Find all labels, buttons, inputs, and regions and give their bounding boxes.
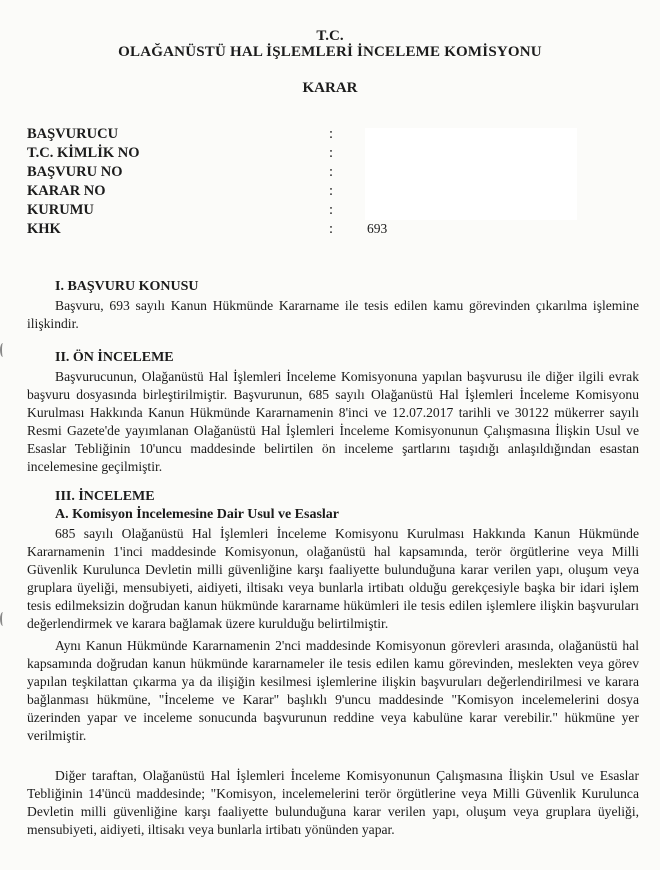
info-label: KHK — [27, 221, 61, 237]
applicant-info-block — [27, 126, 587, 240]
section-title-preliminary-review: II. ÖN İNCELEME — [55, 350, 174, 365]
header-commission-title: OLAĞANÜSTÜ HAL İŞLEMLERİ İNCELEME KOMİSYONU — [118, 44, 542, 60]
info-label: KARAR NO — [27, 183, 106, 199]
info-colon: : — [329, 126, 334, 142]
info-label: KURUMU — [27, 202, 94, 218]
info-row-khk — [27, 221, 587, 240]
info-label: T.C. KİMLİK NO — [27, 145, 140, 161]
scan-punch-mark — [0, 612, 6, 626]
info-colon: : — [329, 145, 334, 161]
review-paragraph-3: Diğer taraftan, Olağanüstü Hal İşlemleri İnceleme Komisyonunun Çalışmasına İlişkin Usul ve Esaslar Tebliğinin 14'üncü maddesinde; "Komisyon, incelemelerini terör örgütlerine veya Milli Güvenlik Kurulunca Devletin milli güvenliğine karşı faaliyette bulunduğuna karar verilen yapı, oluşum veya gruplara üyeliği, mensubiyeti, aidiyeti, iltisakı veya bunlarla irtibatı yönünden yapar. — [27, 768, 639, 837]
scan-punch-mark — [0, 343, 6, 357]
header-tc: T.C. — [316, 28, 344, 44]
review-paragraph-1: 685 sayılı Olağanüstü Hal İşlemleri İnceleme Komisyonu Kurulması Hakkında Kanun Hükmünde Kararnamenin 1'inci maddesinde Komisyonun, olağanüstü hal kapsamında, terör örgütlerine veya Milli Güvenlik Kurulunca Devletin milli güvenliğine karşı faaliyette bulunduğuna karar verilen yapı, oluşum veya gruplara üyeliği, mensubiyeti, aidiyeti, iltisakı veya bunlarla irtibatı olduğu gerekçesiyle başka bir idari işlem tesis edilmeksizin doğrudan kanun hükmünde kararname hükümleri ile tesis edilen işlemlere ilişkin başvuruları değerlendirmek ve karara bağlamak üzere kurulduğu belirtilmiştir. — [27, 526, 639, 631]
redaction-box — [365, 128, 577, 220]
info-label: BAŞVURU NO — [27, 164, 123, 180]
section-title-application-subject: I. BAŞVURU KONUSU — [55, 279, 199, 294]
info-value: 693 — [367, 221, 388, 236]
review-paragraph-2: Aynı Kanun Hükmünde Kararnamenin 2'nci maddesinde Komisyonun görevleri arasında, olağanüstü hal kapsamında doğrudan kanun hükmünde kararnameler ile tesis edilen kamu görevinden, meslekten veya görev yapılan teşkilattan çıkarma ya da ilişiğin kesilmesi işlemlerine ilişkin başvuruları değerlendirilmesi ve karara bağlanması hükmüne, "İnceleme ve Karar" başlıklı 9'uncu maddesinde "Komisyon incelemelerini dosya üzerinden yapar ve inceleme sonucunda başvurunun reddine veya kabulüne karar verebilir." hükmüne yer verilmiştir. — [27, 638, 639, 743]
section-text-preliminary-review: Başvurucunun, Olağanüstü Hal İşlemleri İnceleme Komisyonuna yapılan başvurusu ile diğer ilgili evrak başvuru dosyasında birleştirilmiştir. Başvurunun, 685 sayılı Olağanüstü Hal İşlemleri İnceleme Komisyonu Kurulması Hakkında Kanun Hükmünde Kararnamenin 8'inci ve 12.07.2017 tarihli ve 30122 mükerrer sayılı Resmi Gazete'de yayımlanan Olağanüstü Hal İşlemleri İnceleme Komisyonunun Çalışmasına İlişkin Usul ve Esaslar Tebliğinin 10'uncu maddesinde belirtilen ön inceleme şartlarını taşıdığı anlaşıldığından esastan incelemesine geçilmiştir. — [27, 369, 639, 474]
header-decision-title: KARAR — [302, 80, 358, 96]
info-colon: : — [329, 164, 334, 180]
info-colon: : — [329, 183, 334, 199]
section-text-application-subject: Başvuru, 693 sayılı Kanun Hükmünde Kararname ile tesis edilen kamu görevinden çıkarılma işlemine ilişkindir. — [27, 298, 639, 331]
subsection-title-procedure: A. Komisyon İncelemesine Dair Usul ve Esaslar — [55, 507, 340, 522]
info-colon: : — [329, 221, 334, 237]
info-colon: : — [329, 202, 334, 218]
info-label: BAŞVURUCU — [27, 126, 119, 142]
section-title-review: III. İNCELEME — [55, 489, 155, 504]
